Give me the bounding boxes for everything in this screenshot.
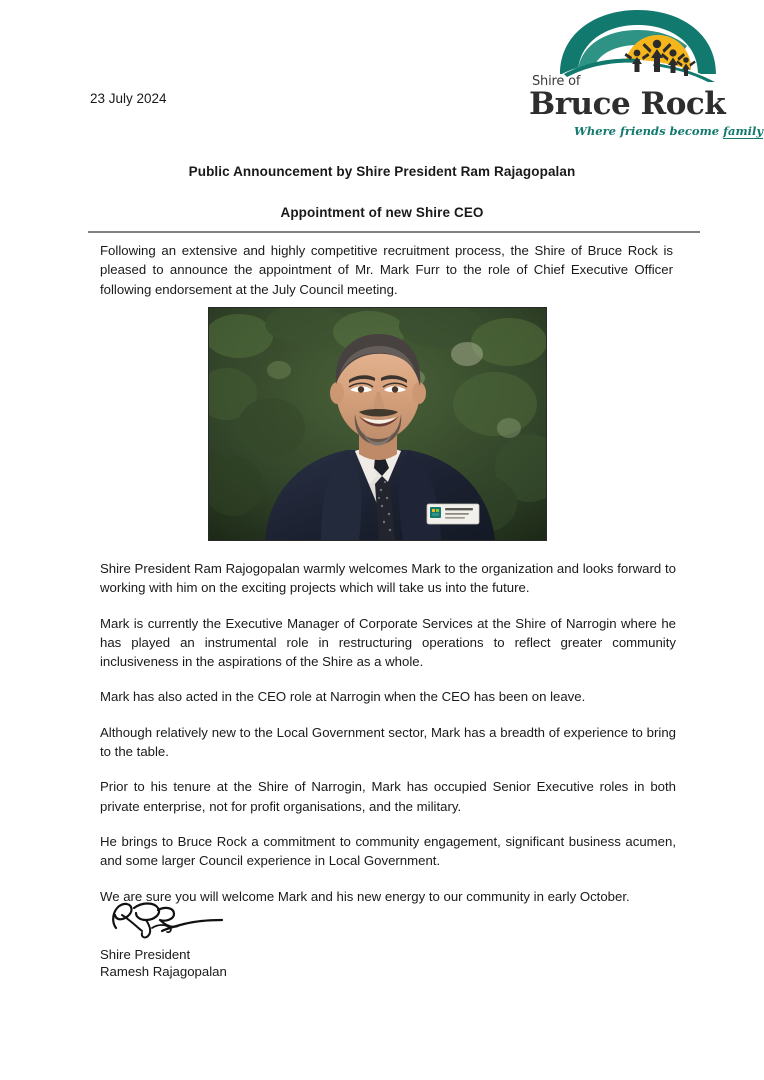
logo-line-shire-of: Shire of: [532, 74, 581, 89]
signature-title: Shire President: [100, 947, 191, 962]
paragraph: Mark has also acted in the CEO role at Narrogin when the CEO has been on leave.: [100, 689, 586, 705]
page-subtitle: Appointment of new Shire CEO: [280, 205, 484, 220]
horizontal-divider: [88, 231, 700, 233]
document-date: 23 July 2024: [90, 91, 167, 106]
body-paragraph-area: [100, 559, 676, 922]
paragraph: Although relatively new to the Local Government sector, Mark has a breadth of experience to bring to the table.: [100, 724, 676, 760]
signature-block: [100, 898, 400, 980]
paragraph: Shire President Ram Rajogopalan warmly welcomes Mark to the organization and looks forward to working with him on the exciting projects which will take us into the future.: [100, 561, 676, 596]
signature-name: Ramesh Rajagopalan: [100, 964, 227, 979]
paragraph: He brings to Bruce Rock a commitment to community engagement, significant business acumen, and some larger Council experience in Local Government.: [100, 833, 676, 869]
logo-tagline-emphasis: family: [723, 124, 764, 138]
page-title: Public Announcement by Shire President Ram Rajagopalan: [188, 164, 576, 179]
logo-tagline-prefix: Where friends become: [574, 124, 724, 138]
paragraph: Mark is currently the Executive Manager of Corporate Services at the Shire of Narrogin where he has played an instrumental role in restructuring operations to reflect greater community inclusiveness in the aspirations of the Shire as a whole.: [100, 615, 676, 670]
document-headings: [0, 164, 764, 220]
intro-paragraph-area: [100, 241, 673, 299]
paragraph: We are sure you will welcome Mark and his new energy to our community in early October.: [100, 888, 630, 904]
logo-line-bruce-rock: Bruce Rock: [529, 86, 726, 122]
logo-tagline: [574, 124, 763, 138]
shire-logo: [524, 8, 764, 138]
paragraph: Prior to his tenure at the Shire of Narrogin, Mark has occupied Senior Executive roles in both private enterprise, not for profit organisations, and the military.: [100, 779, 676, 814]
logo-arc-sun-icon: [558, 8, 718, 82]
handwritten-signature-icon: [100, 898, 235, 940]
ceo-portrait-photo: [208, 307, 547, 541]
paragraph: Following an extensive and highly competitive recruitment process, the Shire of Bruce Rock is pleased to announce the appointment of Mr. Mark Furr to the role of Chief Executive Officer following endorsement at the July Council meeting.: [100, 243, 673, 297]
